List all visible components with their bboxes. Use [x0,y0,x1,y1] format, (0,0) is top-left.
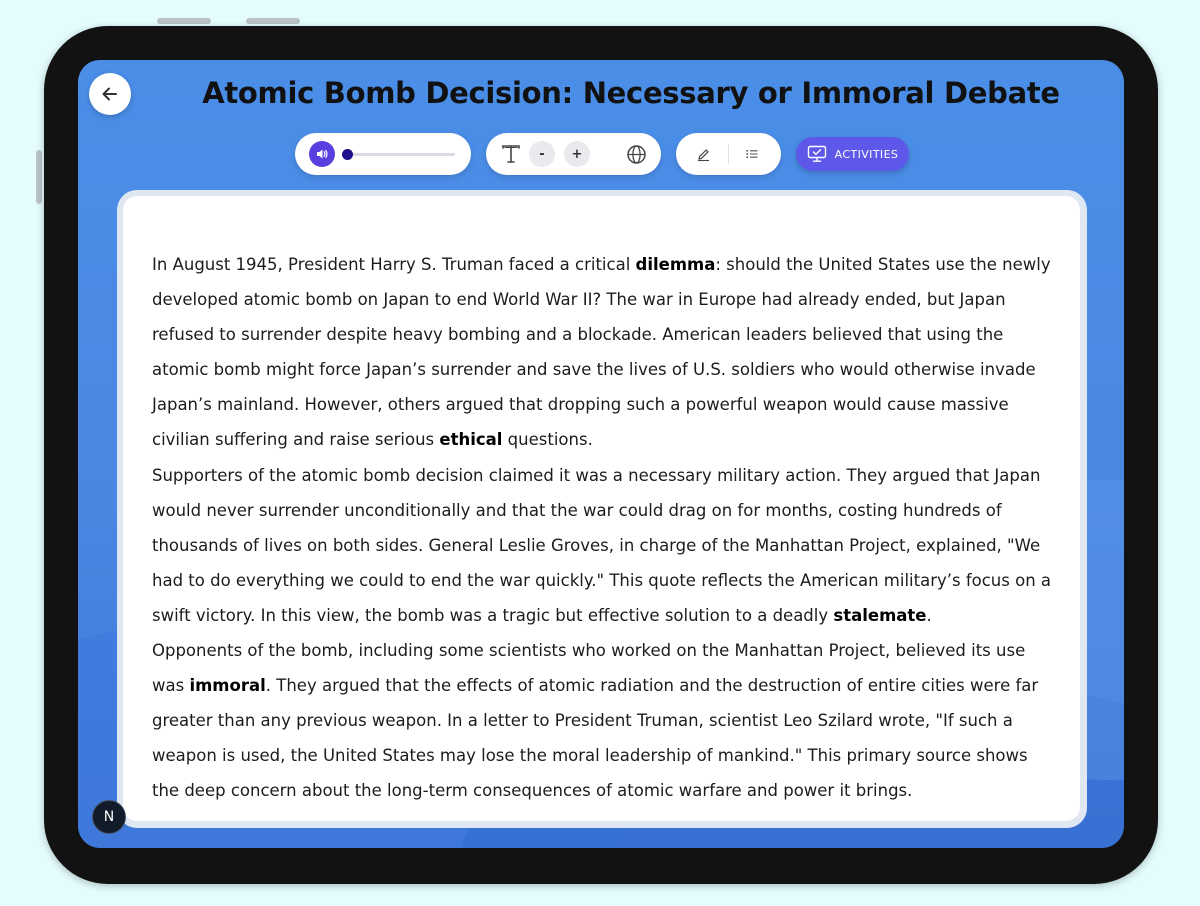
text-segment: . They argued that the effects of atomic radiation and the destruction of entire cities were far greater than any previous weapon. In a letter to President Truman, scientist Leo Szilard wrote, "If such a weapon is used, the United States may lose the moral leadership of mankind." This primary source shows the deep concern about the long-term consequences of atomic warfare and power it brings. [152,676,1039,801]
text-segment: In August 1945, President Harry S. Truman faced a critical [152,255,636,274]
play-audio-button[interactable] [309,141,335,167]
tablet-frame [44,26,1158,884]
text-segment: : should the United States use the newly developed atomic bomb on Japan to end World War II? The war in Europe had already ended, but Japan refused to surrender despite heavy bombing and a blockade. American leaders believed that using the atomic bomb might force Japan’s surrender and save the lives of U.S. soldiers who would otherwise invade Japan’s mainland. However, others argued that dropping such a powerful weapon would cause massive civilian suffering and raise serious [152,255,1051,450]
globe-icon [626,144,647,165]
text-segment: . [926,605,932,625]
reading-card [123,196,1080,821]
article-paragraph [152,458,1058,633]
highlight-button[interactable] [695,146,711,162]
pencil-icon [696,147,711,162]
article-paragraph [152,247,1058,458]
audio-progress-thumb[interactable] [342,149,353,160]
audio-player [295,133,471,175]
presentation-icon [807,145,827,163]
text-segment: Opponents of the bomb, including some scientists who worked on the Manhattan Project, believed its use was [152,641,1026,696]
dev-tools-badge[interactable]: N [92,800,126,834]
reading-tools [676,133,781,175]
vocabulary-term[interactable]: ethical [439,430,503,450]
activities-label: ACTIVITIES [834,147,899,161]
increase-font-button[interactable]: + [564,141,590,167]
toolbar-divider [728,144,729,164]
volume-down-hardware-button [246,18,300,24]
text-segment: questions. [502,430,593,450]
vocabulary-term[interactable]: dilemma [635,255,716,274]
text-controls [486,133,661,175]
app-screen [78,60,1124,848]
arrow-left-icon [101,85,119,103]
power-hardware-button [36,150,42,204]
article-paragraph [152,633,1058,808]
decrease-font-button[interactable]: - [529,141,555,167]
page-title: Atomic Bomb Decision: Necessary or Immoral Debate [202,76,1060,110]
text-segment: Supporters of the atomic bomb decision claimed it was a necessary military action. They argued that Japan would never surrender unconditionally and that the war could drag on for months, costing hundreds of thousands of lives on both sides. General Leslie Groves, in charge of the Manhattan Project, explained, "We had to do everything we could to end the war quickly." This quote reflects the American military’s focus on a swift victory. In this view, the bomb was a tragic but effective solution to a deadly [152,465,1052,625]
vocabulary-term[interactable]: immoral [189,676,266,696]
audio-progress-track[interactable] [347,153,455,156]
volume-up-hardware-button [157,18,211,24]
translate-button[interactable] [625,143,647,165]
vocabulary-term[interactable]: stalemate [833,605,927,625]
font-style-button[interactable] [499,142,523,166]
list-icon [745,147,759,161]
speaker-icon [315,147,329,161]
activities-button[interactable] [796,137,909,171]
text-style-icon [500,143,522,165]
outline-button[interactable] [744,146,760,162]
article-body [152,247,1058,809]
back-button[interactable] [89,73,131,115]
